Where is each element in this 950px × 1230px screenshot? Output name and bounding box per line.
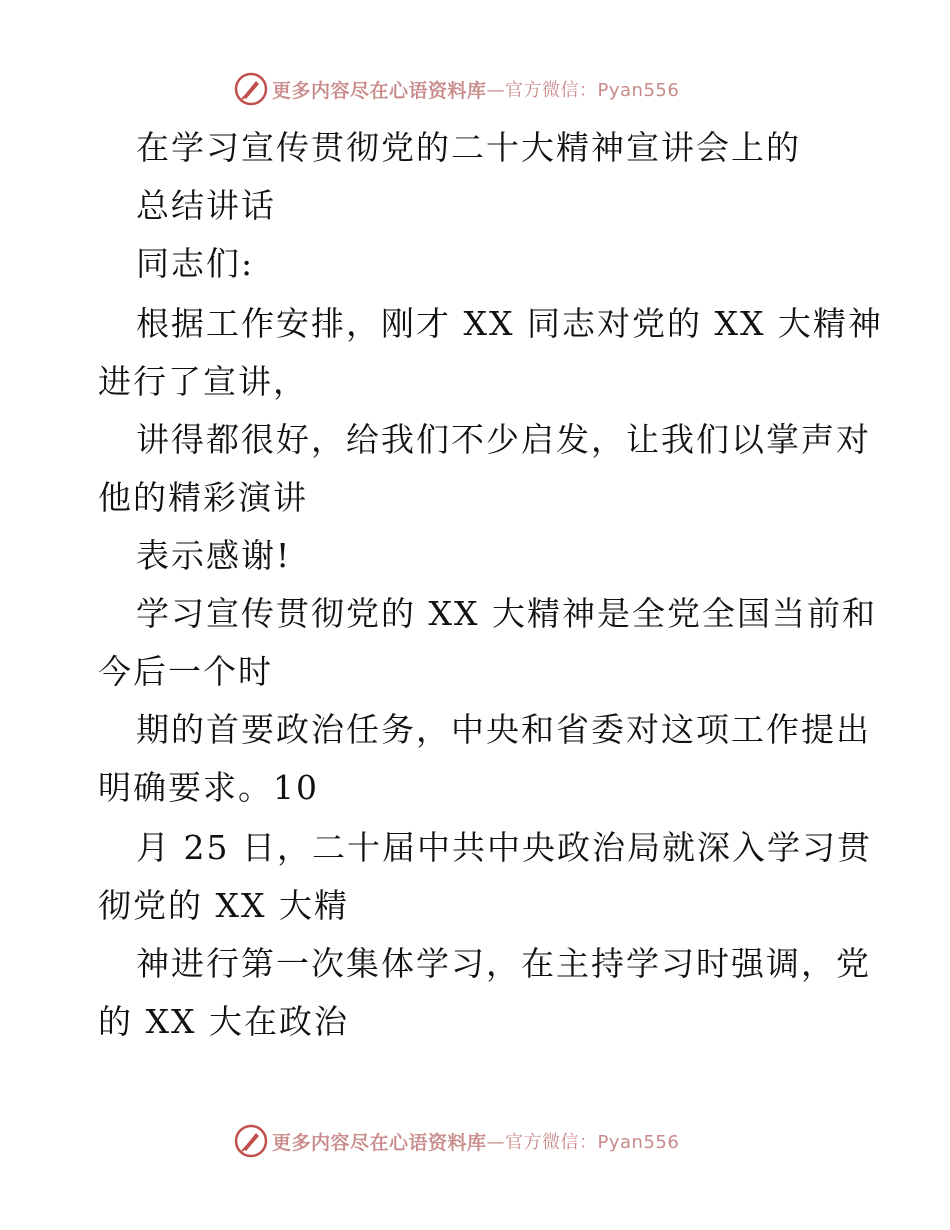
paragraph-line: 的 XX 大在政治 xyxy=(98,1002,349,1041)
paragraph-line: 神进行第一次集体学习，在主持学习时强调，党 xyxy=(136,944,871,983)
quill-logo-icon xyxy=(234,72,268,106)
paragraph-line: 月 25 日，二十届中共中央政治局就深入学习贯 xyxy=(136,828,872,867)
paragraph-line: 进行了宣讲， xyxy=(98,362,308,401)
footer-watermark xyxy=(234,1122,679,1160)
watermark-title: 更多内容尽在心语资料库 xyxy=(272,1131,487,1154)
paragraph-line: 明确要求。10 xyxy=(98,768,319,807)
paragraph-line: 期的首要政治任务，中央和省委对这项工作提出 xyxy=(136,710,871,749)
watermark-contact: —官方微信：Pyan556 xyxy=(486,80,680,101)
paragraph-line: 学习宣传贯彻党的 XX 大精神是全党全国当前和 xyxy=(136,594,877,633)
paragraph-line: 根据工作安排，刚才 XX 同志对党的 XX 大精神 xyxy=(136,304,883,343)
paragraph-line: 表示感谢! xyxy=(136,536,292,575)
salutation: 同志们: xyxy=(136,244,255,283)
paragraph-line: 今后一个时 xyxy=(98,652,273,691)
quill-logo-icon xyxy=(234,1124,268,1158)
document-title-line-2: 总结讲话 xyxy=(136,186,276,225)
paragraph-line: 讲得都很好，给我们不少启发，让我们以掌声对 xyxy=(136,420,871,459)
header-watermark xyxy=(234,70,679,108)
watermark-title: 更多内容尽在心语资料库 xyxy=(272,79,487,102)
paragraph-line: 他的精彩演讲 xyxy=(98,478,308,517)
paragraph-line: 彻党的 XX 大精 xyxy=(98,886,349,925)
watermark-contact: —官方微信：Pyan556 xyxy=(486,1132,680,1153)
document-title-line-1: 在学习宣传贯彻党的二十大精神宣讲会上的 xyxy=(136,128,801,167)
